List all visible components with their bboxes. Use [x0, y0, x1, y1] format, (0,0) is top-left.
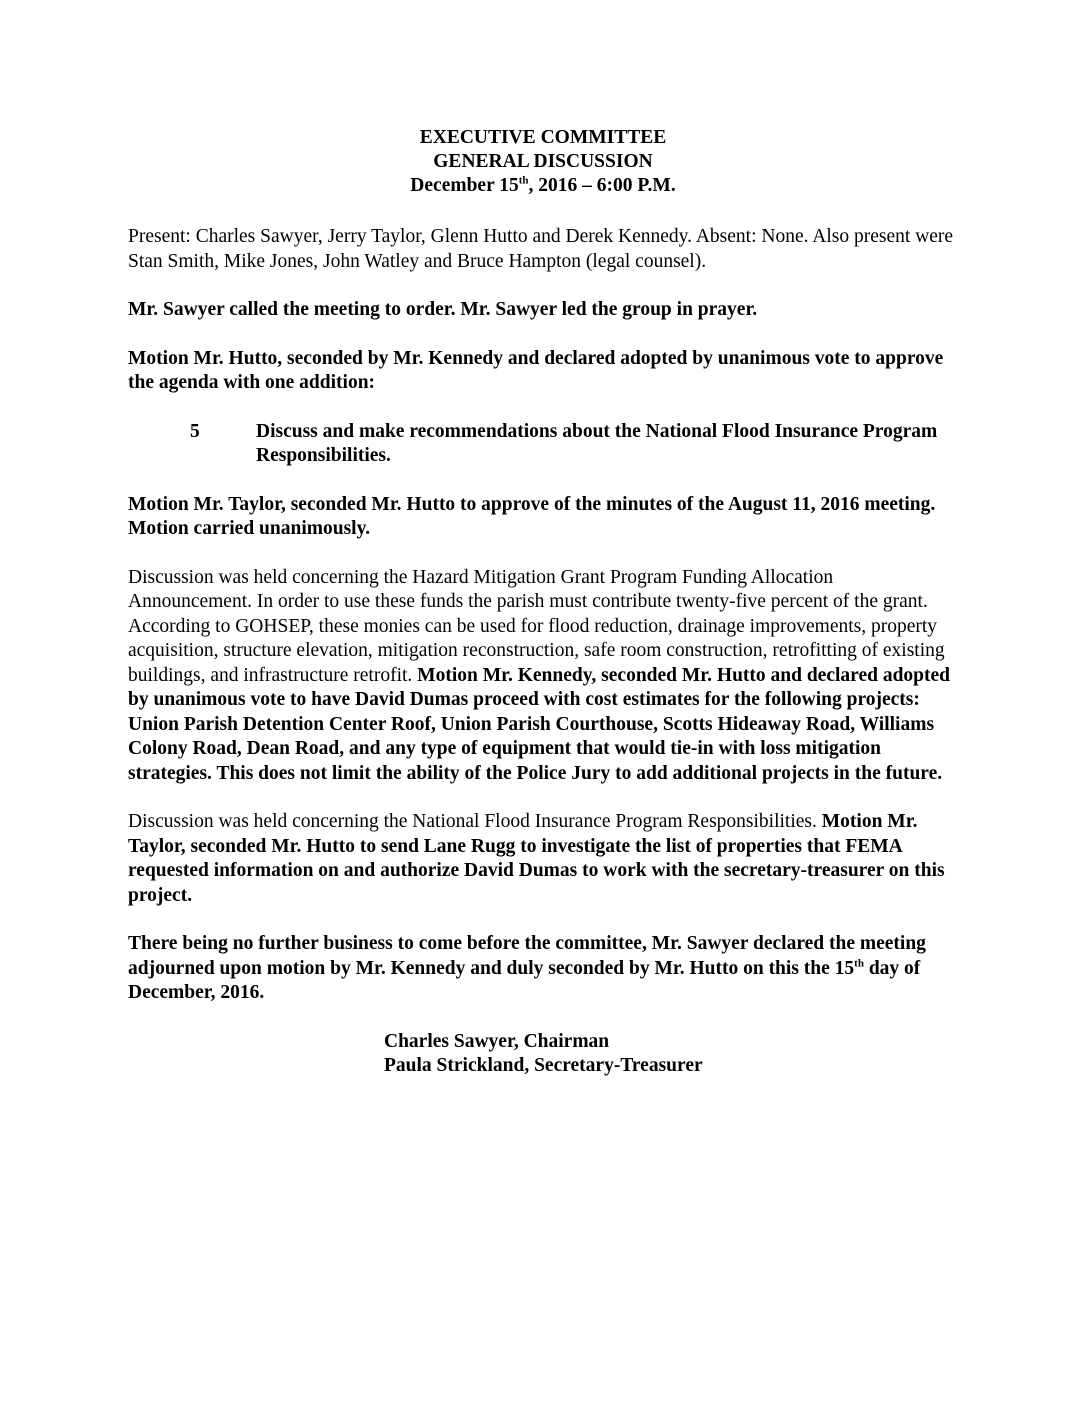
hazard-motion-text: Motion Mr. Kennedy, seconded Mr. Hutto and declared adopted by unanimous vote to have David Dumas proceed with cost estimates for the following projects: Union Parish Detention Center Roof, Union Parish Courthouse, Scotts Hideaway Road, Williams Colony Road, Dean Road, and any type of equipment that would tie-in with loss mitigation strategies. This does not limit the ability of the Police Jury to add additional projects in the future.: [128, 664, 951, 784]
committee-title: EXECUTIVE COMMITTEE: [419, 127, 667, 148]
adjournment-suffix: day of December, 2016.: [128, 957, 921, 1003]
meeting-date-suffix: , 2016 – 6:00 P.M.: [528, 175, 676, 196]
meeting-date: [128, 174, 958, 198]
session-title: GENERAL DISCUSSION: [433, 151, 653, 172]
hazard-mitigation-paragraph: [128, 566, 958, 787]
adjournment-ordinal: th: [854, 957, 864, 969]
flood-insurance-paragraph: [128, 810, 958, 908]
document-page: [128, 126, 958, 1079]
hazard-discussion-text: Discussion was held concerning the Hazard Mitigation Grant Program Funding Allocation Announcement. In order to use these funds the parish must contribute twenty-five percent of the grant. According to GOHSEP, these monies can be used for flood reduction, drainage improvements, property acquisition, structure elevation, mitigation reconstruction, safe room construction, retrofitting of existing buildings, and infrastructure retrofit.: [128, 566, 945, 686]
flood-discussion-text: Discussion was held concerning the National Flood Insurance Program Responsibilities.: [128, 811, 822, 832]
document-header: [128, 126, 958, 198]
flood-motion-text: Motion Mr. Taylor, seconded Mr. Hutto to send Lane Rugg to investigate the list of properties that FEMA requested information on and authorize David Dumas to work with the secretary-treasurer on this project.: [128, 811, 945, 906]
secretary-signature: Paula Strickland, Secretary-Treasurer: [384, 1055, 703, 1076]
chairman-signature: Charles Sawyer, Chairman: [384, 1030, 610, 1052]
attendance-paragraph: Present: Charles Sawyer, Jerry Taylor, Glenn Hutto and Derek Kennedy. Absent: None. Also present were Stan Smith, Mike Jones, John Watley and Bruce Hampton (legal counsel).: [128, 226, 954, 272]
call-to-order-paragraph: Mr. Sawyer called the meeting to order. Mr. Sawyer led the group in prayer.: [128, 299, 758, 320]
agenda-item-number: 5: [190, 420, 200, 442]
meeting-date-prefix: December 15: [410, 175, 519, 196]
minutes-motion-paragraph: Motion Mr. Taylor, seconded Mr. Hutto to approve of the minutes of the August 11, 2016 meeting. Motion carried unanimously.: [128, 493, 936, 539]
agenda-item-text: Discuss and make recommendations about the National Flood Insurance Program Responsibilities.: [256, 420, 938, 466]
adjournment-paragraph: [128, 932, 958, 1006]
agenda-motion-paragraph: Motion Mr. Hutto, seconded by Mr. Kennedy and declared adopted by unanimous vote to approve the agenda with one addition:: [128, 347, 944, 393]
signature-block: [384, 1030, 958, 1079]
meeting-date-ordinal: th: [518, 174, 529, 187]
agenda-item: [190, 420, 958, 469]
adjournment-prefix: There being no further business to come before the committee, Mr. Sawyer declared the meeting adjourned upon motion by Mr. Kennedy and duly seconded by Mr. Hutto on this the 15: [128, 933, 926, 979]
